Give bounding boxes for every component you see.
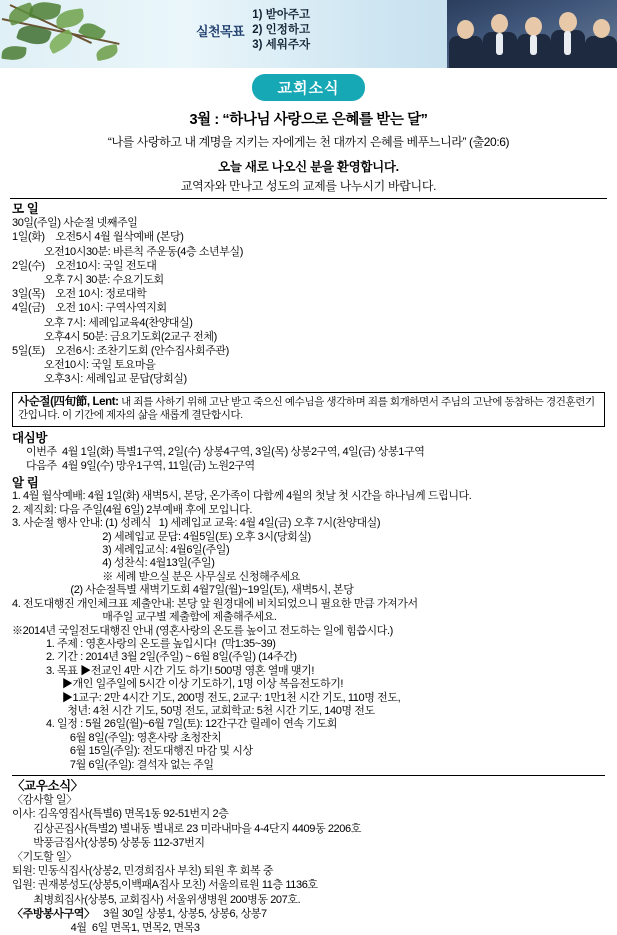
visitation-title: 대심방 [12, 430, 48, 445]
visitation-item: 이번주 4월 1일(화) 특별1구역, 2일(수) 상봉4구역, 3일(목) 상봉2구역, 4일(금) 상봉1구역 [26, 445, 425, 458]
congregation-photo [447, 0, 617, 68]
group-line: 입원: 권재봉성도(상봉5,이백패A집사 모친) 서울의료원 11층 1136호 [12, 879, 318, 892]
meeting-item: 오전10시30분: 바른칙 주운동(4층 소년부실) [12, 245, 244, 258]
notice-item: 2) 세례입교 문답: 4월5일(토) 오후 3시(당회실) [12, 530, 311, 543]
header-divider [10, 198, 607, 199]
group-line: 최병희집사(상봉5, 교회집사) 서울위생병원 200병동 207호. [12, 893, 301, 906]
notice-item: 4. 전도대행진 개인체크표 제출안내: 본당 앞 원경대에 비치되었으니 필요한 만큼 가져가서 [12, 597, 418, 610]
meeting-item: 2일(수) 오전10시: 국일 전도대 [12, 259, 157, 272]
notice-item: 3. 사순절 행사 안내: (1) 성례식 1) 세례입교 교육: 4월 4일(금) 오후 7시(찬양대실) [12, 517, 381, 530]
fellowship-group-kitchen [12, 907, 605, 935]
goal-item-1: 1) 받아주고 [252, 9, 311, 21]
campaign-item: 3. 목표 ▶전교인 4만 시간 기도 하기! 500명 영혼 열매 맺기! [46, 664, 315, 677]
fellowship-title: 〈교우소식〉 [12, 778, 83, 793]
group-line: 이사: 김옥영집사(특별6) 면목1동 92-51번지 2층 [12, 808, 229, 821]
campaign-item: ▶개인 일주일에 5시간 이상 기도하기, 1명 이상 복음전도하기! [46, 678, 344, 691]
notice-item: 3) 세례입교식: 4월6일(주일) [12, 544, 230, 557]
campaign-item: 2. 기간 : 2014년 3월 2일(주일) ~ 6월 8일(주일) (14주간) [46, 651, 297, 664]
notice-item: 2. 제직회: 다음 주일(4월 6일) 2부예배 후에 모입니다. [12, 503, 253, 516]
notice-item: 4) 성찬식: 4월13일(주일) [12, 557, 215, 570]
meeting-item: 오후 7시: 세례입교육4(찬양대실) [12, 316, 193, 329]
group-line: 4월 6일 면목1, 면목2, 면목3 [68, 922, 200, 935]
notice-item: 1. 4월 월삭예배: 4월 1일(화) 새벽5시, 본당, 온가족이 다함께 4월의 첫날 첫 시간을 하나님께 드립니다. [12, 490, 472, 503]
campaign-item: 청년: 4천 시간 기도, 50명 전도, 교회학교: 5천 시간 기도, 140명 전도 [46, 704, 375, 717]
notice-list [12, 490, 605, 637]
group-line: 김상곤집사(특별2) 별내동 별내로 23 미라내마을 4-4단지 4409동 2206호 [12, 822, 361, 835]
practice-goal-box [196, 8, 310, 53]
monthly-theme: 3월 : “하나님 사랑으로 은혜를 받는 달” [189, 112, 428, 128]
meeting-item: 5일(토) 오전6시: 조찬기도회 (안수집사회주관) [12, 345, 229, 358]
notice-item: 매주일 교구별 제출함에 제출해주세요. [12, 611, 277, 624]
campaign-item: 1. 주제 : 영혼사랑의 온도를 높입시다! (막1:35~39) [46, 637, 276, 650]
campaign-item: ▶1교구: 2만 4시간 기도, 200명 전도, 2교구: 1만1천 시간 기도, 110명 전도, [46, 691, 401, 704]
monthly-theme-verse: “나를 사랑하고 내 계명을 지키는 자에게는 천 대까지 은혜를 베푸느니라” (출20:6) [107, 135, 510, 149]
goal-item-2: 2) 인정하고 [252, 24, 311, 36]
group-line: 3월 30일 상봉1, 상봉5, 상봉6, 상봉7 [103, 907, 267, 920]
fellowship-group-prayer [12, 850, 605, 907]
meeting-item: 오후4시 50분: 금요기도회(2교구 전체) [12, 330, 217, 343]
welcome-line-1: 오늘 새로 나오신 분을 환영합니다. [218, 160, 399, 174]
meeting-item: 오전10시: 국일 토요마을 [12, 359, 156, 372]
visitation-item: 다음주 4월 9일(수) 망우1구역, 11일(금) 노원2구역 [26, 460, 255, 473]
campaign-item: 7월 6일(주일): 결석자 없는 주일 [46, 758, 214, 771]
group-line: 박풍금집사(상봉5) 상봉동 112-37번지 [12, 836, 205, 849]
notice-item: ※ 세례 받으실 분은 사무실로 신청해주세요 [12, 570, 301, 583]
lent-heading: 사순절(四旬節, Lent: [18, 395, 119, 408]
practice-goal-title: 실천목표 [196, 24, 245, 39]
page-title: 교회소식 [252, 74, 366, 101]
notice-item: ※2014년 국일전도대행진 안내 (영혼사랑의 온도를 높이고 전도하는 일에 힘씁시다.) [12, 624, 393, 637]
notice-item: (2) 사순절특별 새벽기도회 4월7일(월)~19일(토), 새벽5시, 본당 [12, 584, 354, 597]
group-label: 〈감사할 일〉 [12, 794, 77, 807]
group-line: 퇴원: 민동식집사(상봉2, 민경희집사 부친) 퇴원 후 회복 중 [12, 865, 274, 878]
fellowship-divider [12, 775, 605, 776]
goal-item-3: 3) 세워주자 [252, 39, 311, 51]
campaign-list [12, 638, 605, 772]
notice-title: 알 림 [12, 476, 39, 491]
meetings-list [12, 216, 605, 386]
group-label: 〈기도할 일〉 [12, 851, 77, 863]
lent-text: 내 죄를 사하기 위해 고난 받고 죽으신 예수님을 생각하며 죄를 회개하면서 주님의 고난에 동참하는 경건훈련기간입니다. 이 기간에 제자의 삶을 새롭게 결단합시다. [18, 395, 595, 422]
meeting-item: 4일(금) 오전 10시: 구역사역지회 [12, 302, 167, 315]
campaign-item: 4. 일정 : 5월 26일(월)~6월 7일(토): 12간구간 릴레이 연속 기도회 [46, 718, 337, 731]
leaves-decoration [0, 0, 150, 68]
meeting-item: 1일(화) 오전5시 4월 월삭예배 (본당) [12, 231, 184, 244]
meetings-title: 모 일 [12, 202, 39, 216]
practice-goal-list [252, 8, 310, 53]
campaign-item: 6월 8일(주일): 영혼사랑 초청잔치 [46, 731, 222, 744]
section-title-wrap [0, 74, 617, 101]
meeting-item: 오후3시: 세례입교 문답(당회실) [12, 373, 187, 386]
fellowship-group-thanks [12, 793, 605, 850]
welcome-line-2: 교역자와 만나고 성도의 교제를 나누시기 바랍니다. [180, 179, 437, 193]
bulletin-content [0, 202, 617, 935]
lent-info-box [12, 392, 605, 427]
group-label: 〈주방봉사구역〉 [12, 907, 95, 920]
meeting-item: 3일(목) 오전 10시: 정로대학 [12, 288, 147, 301]
campaign-item: 6월 15일(주일): 전도대행진 마감 및 시상 [46, 745, 253, 758]
meeting-item: 30일(주일) 사순절 넷째주일 [12, 217, 138, 230]
page-banner [0, 0, 617, 68]
meeting-item: 오후 7시 30분: 수요기도회 [12, 274, 164, 287]
